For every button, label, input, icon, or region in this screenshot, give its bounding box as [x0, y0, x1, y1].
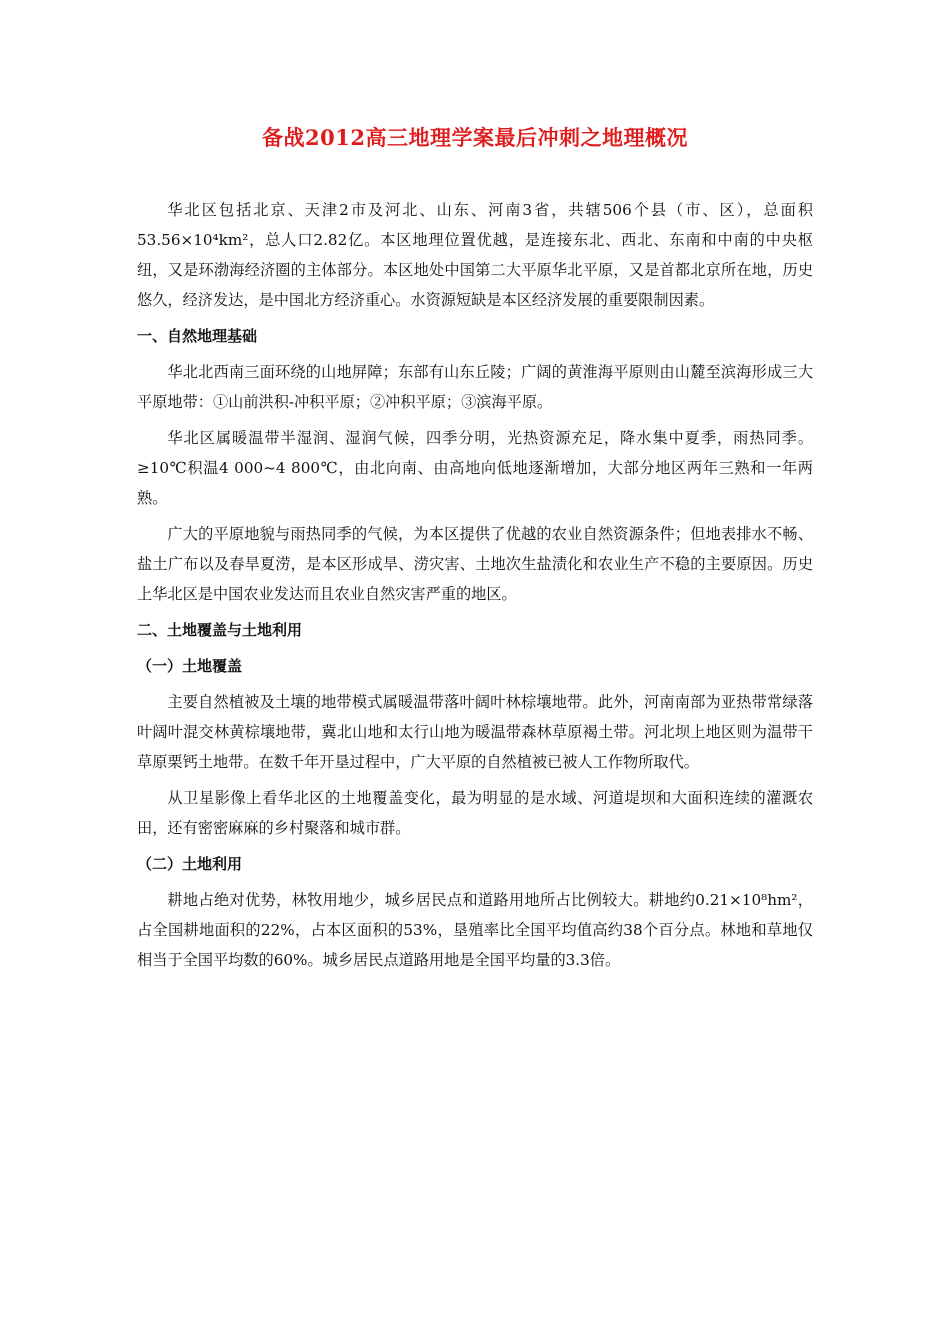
paragraph-agriculture-conditions: 广大的平原地貌与雨热同季的气候，为本区提供了优越的农业自然资源条件；但地表排水不畅、盐土广布以及春旱夏涝，是本区形成旱、涝灾害、土地次生盐渍化和农业生产不稳的主要原因。历史上华北区是中国农业发达而且农业自然灾害严重的地区。 [137, 525, 813, 603]
document-title: 备战2012高三地理学案最后冲刺之地理概况 [262, 125, 688, 150]
paragraph-climate: 华北区属暖温带半湿润、湿润气候，四季分明，光热资源充足，降水集中夏季，雨热同季。≥10℃积温4 000~4 800℃，由北向南、由高地向低地逐渐增加，大部分地区两年三熟和一年两熟。 [137, 429, 813, 507]
subsection-heading-land-cover: （一）土地覆盖 [137, 657, 243, 675]
paragraph-vegetation-soil: 主要自然植被及土壤的地带模式属暖温带落叶阔叶林棕壤地带。此外，河南南部为亚热带常绿落叶阔叶混交林黄棕壤地带，冀北山地和太行山地为暖温带森林草原褐土带。河北坝上地区则为温带干草原栗钙土地带。在数千年开垦过程中，广大平原的自然植被已被人工作物所取代。 [137, 693, 813, 771]
paragraph-satellite-view: 从卫星影像上看华北区的土地覆盖变化，最为明显的是水域、河道堤坝和大面积连续的灌溉农田，还有密密麻麻的乡村聚落和城市群。 [137, 789, 813, 837]
section-heading-natural-geography: 一、自然地理基础 [137, 327, 258, 345]
paragraph-land-use-stats: 耕地占绝对优势，林牧用地少，城乡居民点和道路用地所占比例较大。耕地约0.21×10⁸hm²，占全国耕地面积的22%，占本区面积的53%，垦殖率比全国平均值高约38个百分点。林地和草地仅相当于全国平均数的60%。城乡居民点道路用地是全国平均量的3.3倍。 [137, 891, 813, 969]
paragraph-overview: 华北区包括北京、天津2市及河北、山东、河南3省，共辖506个县（市、区），总面积53.56×10⁴km²，总人口2.82亿。本区地理位置优越，是连接东北、西北、东南和中南的中央枢纽，又是环渤海经济圈的主体部分。本区地处中国第二大平原华北平原，又是首都北京所在地，历史悠久，经济发达，是中国北方经济重心。水资源短缺是本区经济发展的重要限制因素。 [137, 201, 813, 309]
document-body [137, 195, 813, 981]
section-heading-land-cover-use: 二、土地覆盖与土地利用 [137, 621, 303, 639]
paragraph-terrain: 华北北西南三面环绕的山地屏障；东部有山东丘陵；广阔的黄淮海平原则由山麓至滨海形成三大平原地带：①山前洪积-冲积平原；②冲积平原；③滨海平原。 [137, 363, 813, 411]
subsection-heading-land-use: （二）土地利用 [137, 855, 243, 873]
